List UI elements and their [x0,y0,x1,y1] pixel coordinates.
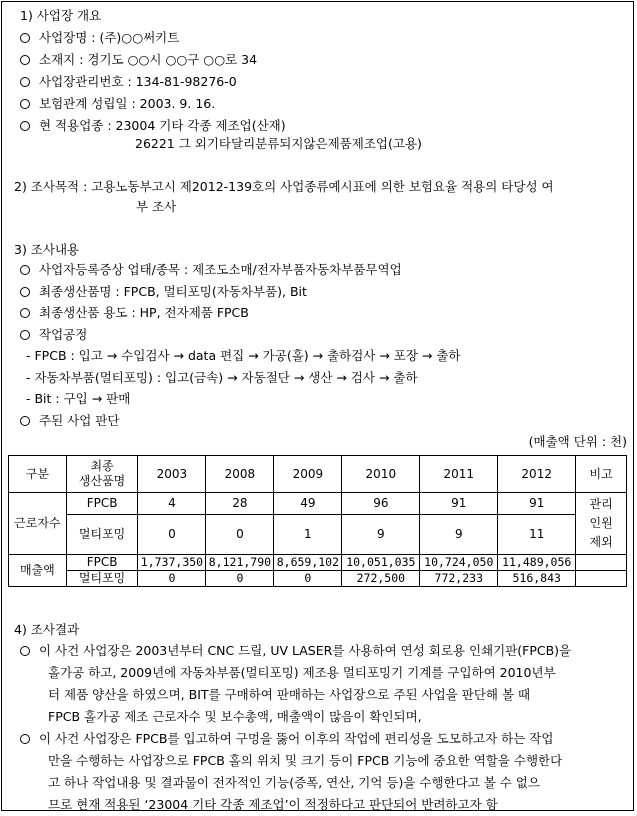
workers-label: 근로자수 [9,493,67,555]
industry-code-continuation: 26221 그 외기타달리분류되지않은제품제조업(고용) [135,136,422,151]
survey-item: 작업공정 [20,327,87,343]
section3-heading: 3) 조사내용 [14,242,80,257]
header-year: 2010 [342,456,420,493]
paragraph-line: 홀가공 하고, 2009년에 자동차부품(멀티포밍) 제조용 멀티포밍기 기계를 구입하여 2010년부 [48,665,556,680]
paragraph-line: 이 사건 사업장은 2003년부터 CNC 드릴, UV LASER를 사용하여 연성 회로용 인쇄기판(FPCB)을 [20,640,630,662]
survey-item: 주된 사업 판단 [20,413,119,429]
overview-item: 소재지 : 경기도 ○○시 ○○구 ○○로 34 [20,52,257,68]
table-cell: 0 [138,515,206,555]
circle-bullet-icon [20,33,30,43]
survey-item: 최종생산품명 : FPCB, 멀티포밍(자동차부품), Bit [20,284,307,300]
header-year: 2003 [138,456,206,493]
section1-heading: 1) 사업장 개요 [20,8,102,23]
table-cell: 0 [206,515,274,555]
circle-bullet-icon [20,416,30,426]
table-cell [576,571,627,587]
table-cell: 0 [274,571,342,587]
result-paragraph [20,640,630,816]
table-cell [576,555,627,571]
overview-item: 사업장명 : (주)○○써키트 [20,30,179,46]
header-note: 비고 [576,456,627,493]
product-name: FPCB [66,555,138,571]
table-header-row [9,456,627,493]
table-cell: 8,121,790 [206,555,274,571]
header-category: 구분 [9,456,67,493]
circle-bullet-icon [20,646,30,656]
circle-bullet-icon [20,55,30,65]
table-row [9,493,627,515]
circle-bullet-icon [20,734,30,744]
product-name: FPCB [66,493,138,515]
unit-note: (매출액 단위 : 천) [528,434,627,449]
table-cell: 8,659,102 [274,555,342,571]
table-cell: 272,500 [342,571,420,587]
circle-bullet-icon [20,99,30,109]
survey-item: 최종생산품 용도 : HP, 전자제품 FPCB [20,305,249,321]
section2-line2: 부 조사 [136,199,177,214]
overview-item: 현 적용업종 : 23004 기타 각종 제조업(산재) [20,118,286,134]
table-cell: 4 [138,493,206,515]
header-year: 2012 [498,456,576,493]
table-cell: 0 [206,571,274,587]
section2-line1: 2) 조사목적 : 고용노동부고시 제2012-139호의 사업종류예시표에 의한 보험요율 적용의 타당성 여 [14,179,554,194]
paragraph-line: 만을 수행하는 사업장으로 FPCB 홀의 위치 및 크기 등이 FPCB 기능에 중요한 역할을 수행한다 [48,753,563,768]
paragraph-line: 이 사건 사업장은 FPCB를 입고하여 구멍을 뚫어 이후의 작업에 편리성을 도모하고자 하는 작업 [20,728,630,750]
product-name: 멀티포밍 [66,571,138,587]
section4-heading: 4) 조사결과 [14,622,80,637]
circle-bullet-icon [20,308,30,318]
header-product: 최종 생산품명 [66,456,138,493]
paragraph-line: FPCB 홀가공 제조 근로자수 및 보수총액, 매출액이 많음이 확인되며, [48,709,422,724]
product-name: 멀티포밍 [66,515,138,555]
table-cell: 11 [498,515,576,555]
circle-bullet-icon [20,121,30,131]
overview-item: 사업장관리번호 : 134-81-98276-0 [20,74,237,90]
table-cell: 49 [274,493,342,515]
table-cell: 9 [420,515,498,555]
table-cell: 10,051,035 [342,555,420,571]
paragraph-line: 터 제품 양산을 하였으며, BIT를 구매하여 판매하는 사업장으로 주된 사업을 판단해 볼 때 [48,687,531,702]
table-cell: 91 [420,493,498,515]
header-year: 2009 [274,456,342,493]
header-year: 2008 [206,456,274,493]
table-row [9,515,627,555]
overview-item: 보험관계 성립일 : 2003. 9. 16. [20,96,215,112]
table-row [9,571,627,587]
circle-bullet-icon [20,330,30,340]
header-year: 2011 [420,456,498,493]
paragraph-line: 고 하나 작업내용 및 결과물이 전자적인 기능(증폭, 연산, 기억 등)을 수행한다고 볼 수 없으 [48,775,540,790]
table-cell: 28 [206,493,274,515]
table-row [9,555,627,571]
process-line: - 자동차부품(멀티포밍) : 입고(금속) → 자동절단 → 생산 → 검사 → 출하 [26,370,418,385]
circle-bullet-icon [20,287,30,297]
table-cell: 91 [498,493,576,515]
survey-item: 사업자등록증상 업태/종목 : 제조도소매/전자부품자동차부품무역업 [20,262,402,278]
process-line: - Bit : 구입 → 판매 [26,391,131,406]
table-cell: 96 [342,493,420,515]
table-cell: 1,737,350 [138,555,206,571]
paragraph-line: 므로 현재 적용된 ‘23004 기타 각종 제조업’이 적정하다고 판단되어 반려하고자 함 [48,797,498,812]
table-cell: 10,724,050 [420,555,498,571]
business-table [8,455,627,587]
table-cell: 0 [138,571,206,587]
table-cell: 11,489,056 [498,555,576,571]
note-cell: 관리 인원 제외 [576,493,627,555]
table-cell: 772,233 [420,571,498,587]
table-cell: 1 [274,515,342,555]
sales-label: 매출액 [9,555,67,587]
process-line: - FPCB : 입고 → 수입검사 → data 편집 → 가공(홀) → 출하검사 → 포장 → 출하 [26,348,461,363]
table-cell: 9 [342,515,420,555]
circle-bullet-icon [20,265,30,275]
table-cell: 516,843 [498,571,576,587]
circle-bullet-icon [20,77,30,87]
